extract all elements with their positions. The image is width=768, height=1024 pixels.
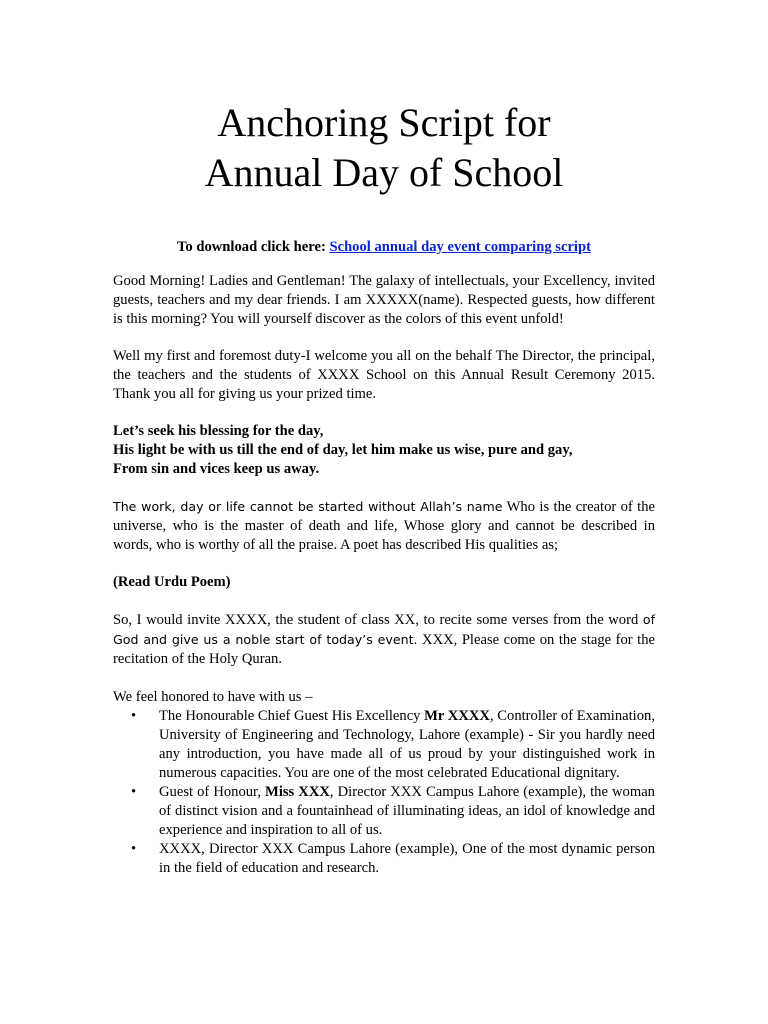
guest-text-post: , Director XXX Campus Lahore (example), the woman of distinct vision and a fountainhead of illuminating ideas, an idol of knowledge and experience and inspiration to all of us.	[159, 784, 655, 838]
creator-text: Who is the creator of the universe, who is the master of death and life, Whose glory and cannot be described in words, who is worthy of all the praise. A poet has described His qualities as;	[113, 499, 655, 553]
creator-alt-font-text: The work, day or life cannot be started without Allah’s name	[113, 499, 503, 514]
paragraph-invite	[113, 610, 655, 669]
invite-text-a: So, I would invite XXXX, the student of class XX, to recite some verses from the word	[113, 612, 643, 628]
blessing-line-1: Let’s seek his blessing for the day,	[113, 423, 324, 439]
honored-intro: We feel honored to have with us –	[113, 689, 313, 705]
invite-alt-font-text: of God and give us a noble start of today’s event.	[113, 612, 655, 647]
title-line-1: Anchoring Script for	[217, 100, 551, 145]
guest-text-pre: Guest of Honour,	[159, 784, 266, 800]
guest-name: Miss XXX	[265, 784, 330, 800]
read-poem-instruction: (Read Urdu Poem)	[113, 574, 231, 590]
guest-name: Mr XXXX	[424, 708, 490, 724]
paragraph-welcome: Well my first and foremost duty-I welcome you all on the behalf The Director, the principal, the teachers and the students of XXXX School on this Annual Result Ceremony 2015. Thank you all for giving us your prized time.	[113, 348, 655, 402]
download-line	[113, 238, 655, 257]
page-title	[113, 98, 655, 198]
guest-text-pre: The Honourable Chief Guest His Excellency	[159, 708, 425, 724]
blessing-verse	[113, 422, 655, 479]
blessing-line-2: His light be with us till the end of day, let him make us wise, pure and gay,	[113, 442, 573, 458]
document-page	[113, 0, 655, 878]
paragraph-greeting: Good Morning! Ladies and Gentleman! The galaxy of intellectuals, your Excellency, invited guests, teachers and my dear friends. I am XXXXX(name). Respected guests, how different is this morning? You will yourself discover as the colors of this event unfold!	[113, 273, 655, 327]
blessing-line-3: From sin and vices keep us away.	[113, 461, 320, 477]
invite-text-b: XXX, Please come on the stage for the recitation of the Holy Quran.	[113, 632, 656, 667]
list-item	[131, 783, 655, 840]
guest-list	[113, 707, 655, 878]
bullet-icon: •	[131, 708, 137, 724]
bullet-icon: •	[131, 841, 137, 857]
list-item	[131, 707, 655, 783]
guest-text-post: , Controller of Examination, University of Engineering and Technology, Lahore (example) - Sir you hardly need any introduction, you have made all of us proud by your distinguished work in numerous capacities. You are one of the most celebrated Educational dignitary.	[159, 708, 655, 781]
paragraph-creator	[113, 497, 655, 555]
download-prefix: To download click here:	[177, 239, 326, 255]
bullet-icon: •	[131, 784, 137, 800]
download-link[interactable]: School annual day event comparing script	[329, 239, 591, 255]
title-line-2: Annual Day of School	[204, 150, 564, 195]
guest-text-pre: XXXX, Director XXX Campus Lahore (example), One of the most dynamic person in the field of education and research.	[159, 841, 655, 876]
list-item	[131, 840, 655, 878]
